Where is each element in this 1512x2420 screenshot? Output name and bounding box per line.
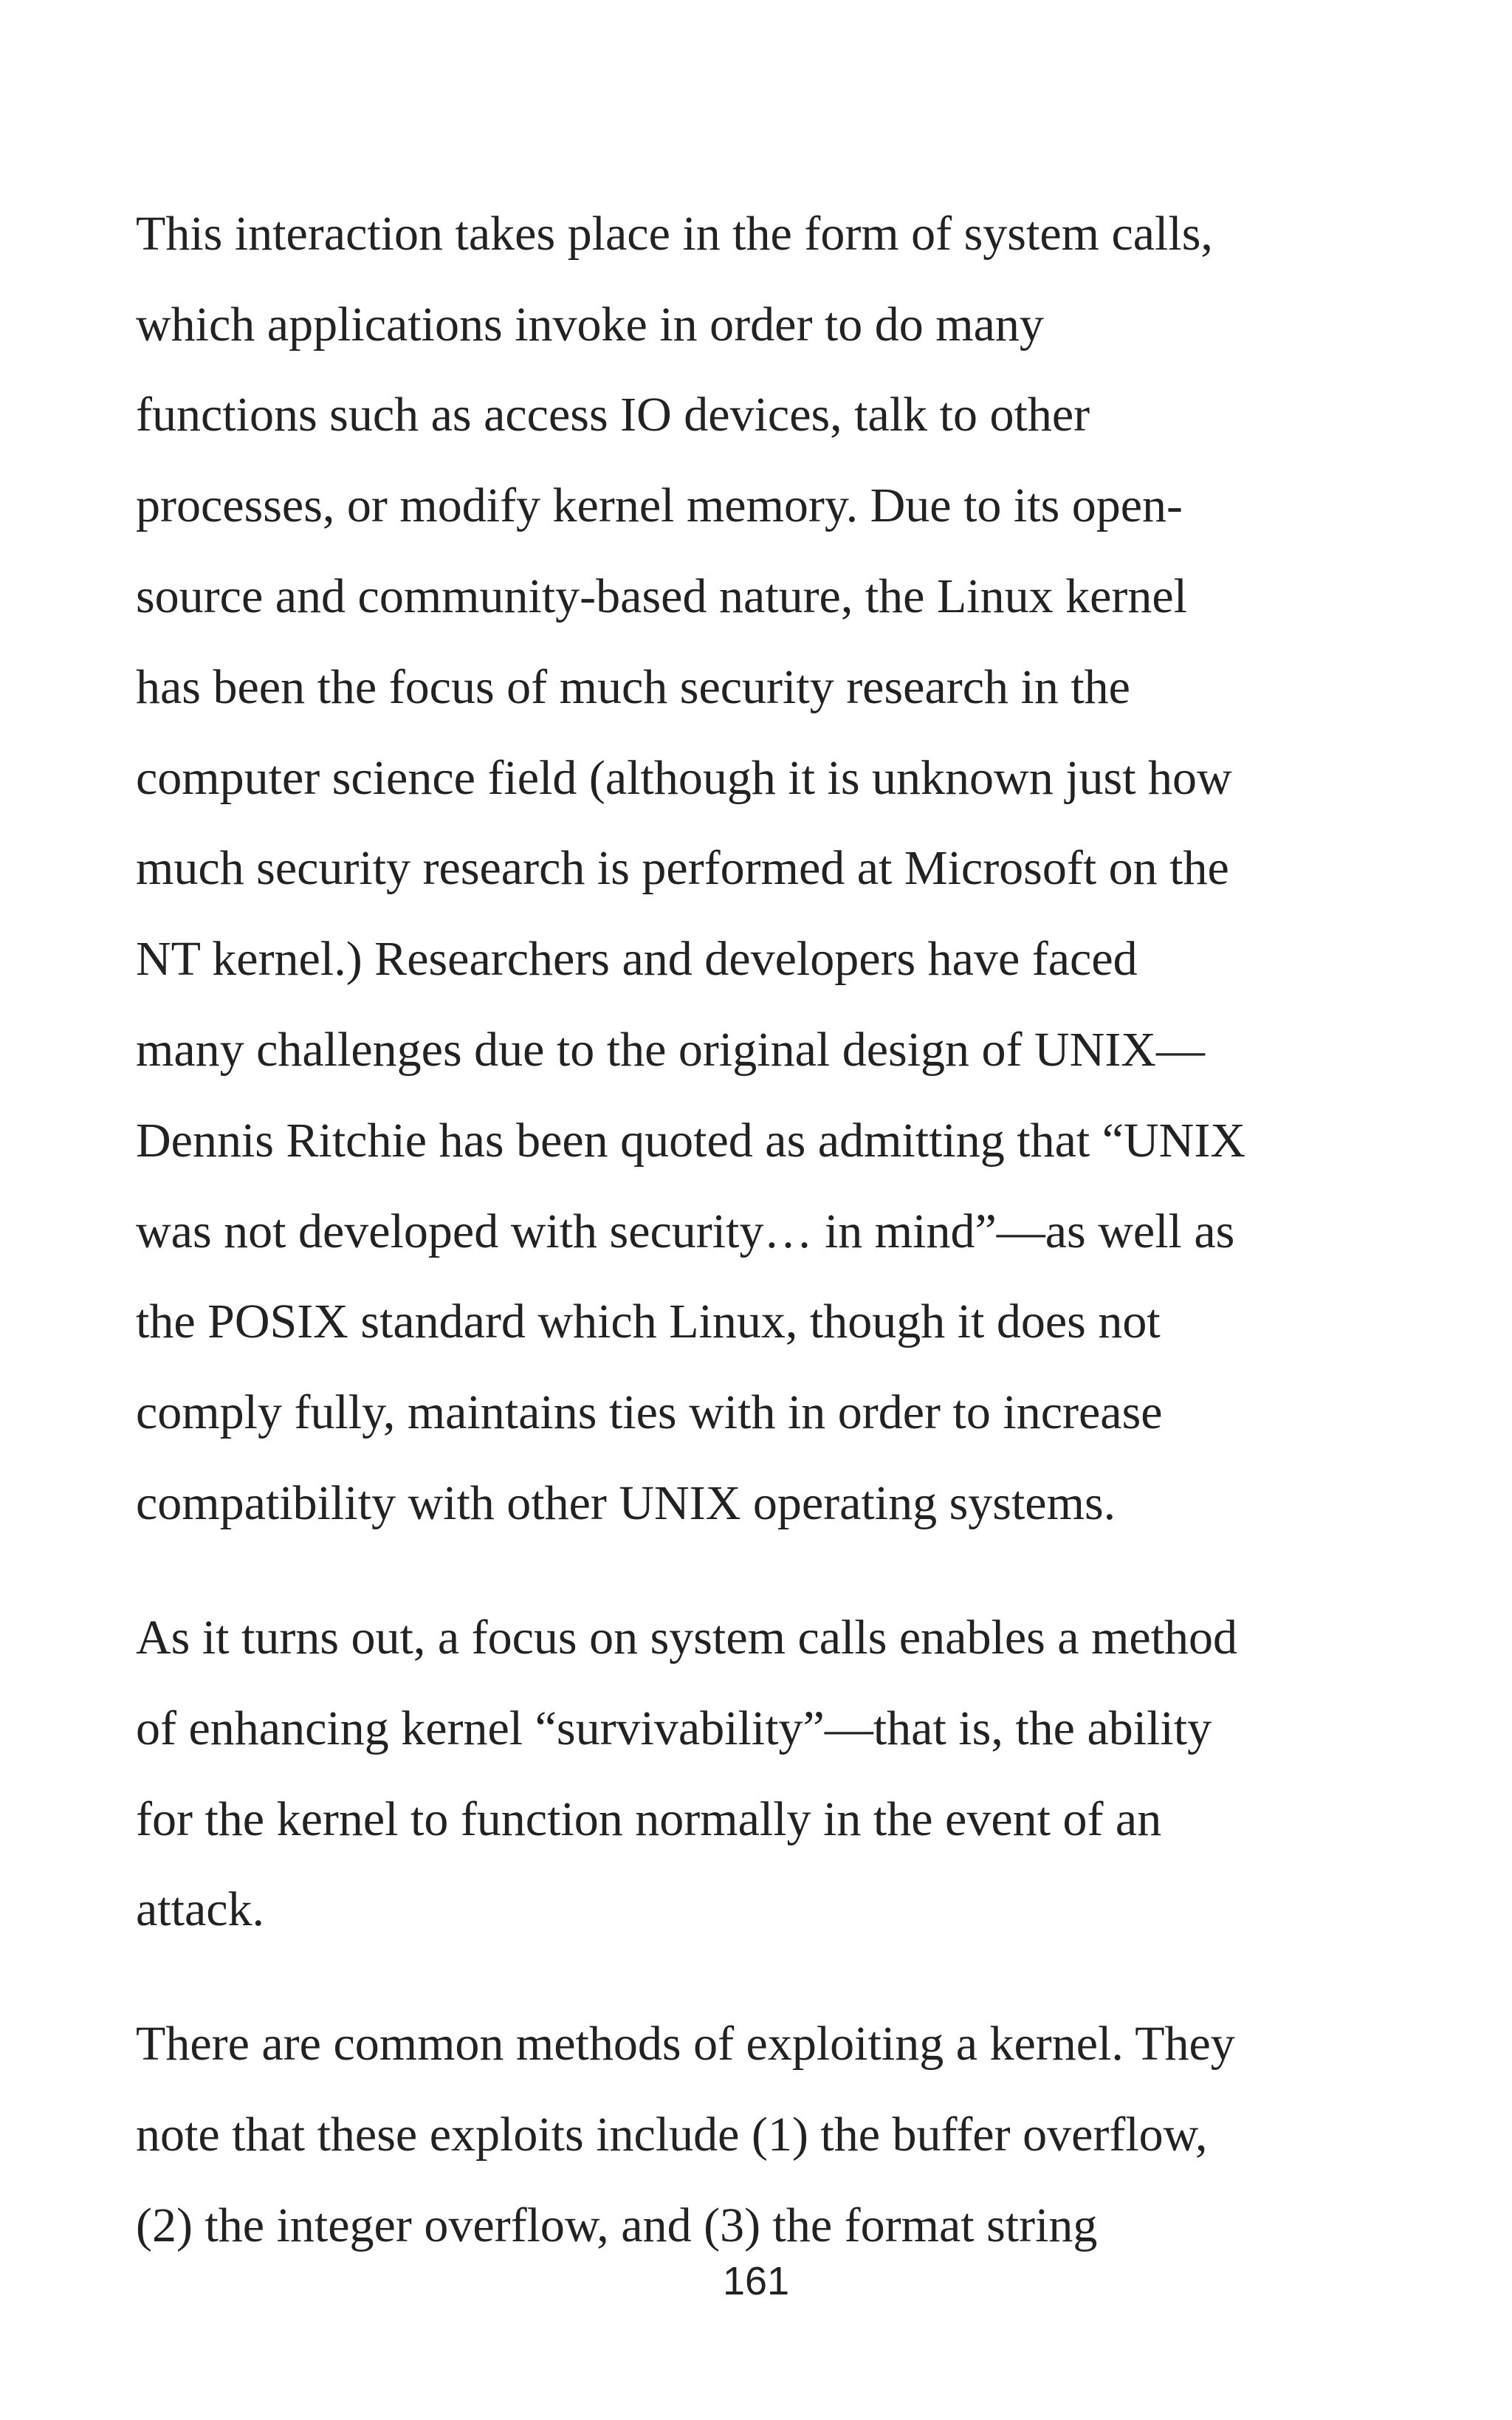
paragraph-1-line-15: compatibility with other UNIX operating systems. (136, 1476, 1116, 1530)
paragraph-1-line-1: This interaction takes place in the form of system calls, (136, 207, 1213, 261)
paragraph-1-line-6: has been the focus of much security research in the (136, 660, 1130, 714)
paragraph-2-line-4: attack. (136, 1882, 265, 1936)
page-number: 161 (722, 2259, 790, 2303)
paragraph-1-line-7: computer science field (although it is unknown just how (136, 751, 1232, 805)
paragraph-2-line-3: for the kernel to function normally in the event of an (136, 1792, 1162, 1846)
paragraph-1-line-13: the POSIX standard which Linux, though it does not (136, 1295, 1161, 1348)
paragraph-3-line-1: There are common methods of exploiting a kernel. They (136, 2017, 1235, 2071)
paragraph-1-line-12: was not developed with security… in mind”—as well as (136, 1204, 1235, 1258)
paragraph-1-line-9: NT kernel.) Researchers and developers have faced (136, 932, 1138, 986)
paragraph-1-line-14: comply fully, maintains ties with in order to increase (136, 1385, 1163, 1439)
paragraph-1-line-11: Dennis Ritchie has been quoted as admitting that “UNIX (136, 1114, 1245, 1168)
paragraph-3-line-2: note that these exploits include (1) the buffer overflow, (136, 2108, 1208, 2162)
paragraph-1-line-2: which applications invoke in order to do many (136, 298, 1044, 352)
paragraph-1-line-5: source and community-based nature, the Linux kernel (136, 569, 1188, 623)
paragraph-1-line-3: functions such as access IO devices, talk to other (136, 388, 1090, 442)
paragraph-1-line-10: many challenges due to the original design of UNIX— (136, 1023, 1205, 1077)
paragraph-1-line-4: processes, or modify kernel memory. Due to its open- (136, 479, 1183, 532)
paragraph-3-line-3: (2) the integer overflow, and (3) the format string (136, 2198, 1098, 2252)
paragraph-2-line-2: of enhancing kernel “survivability”—that is, the ability (136, 1701, 1212, 1755)
paragraph-1-line-8: much security research is performed at Microsoft on the (136, 841, 1229, 895)
paragraph-2-line-1: As it turns out, a focus on system calls enables a method (136, 1611, 1238, 1665)
